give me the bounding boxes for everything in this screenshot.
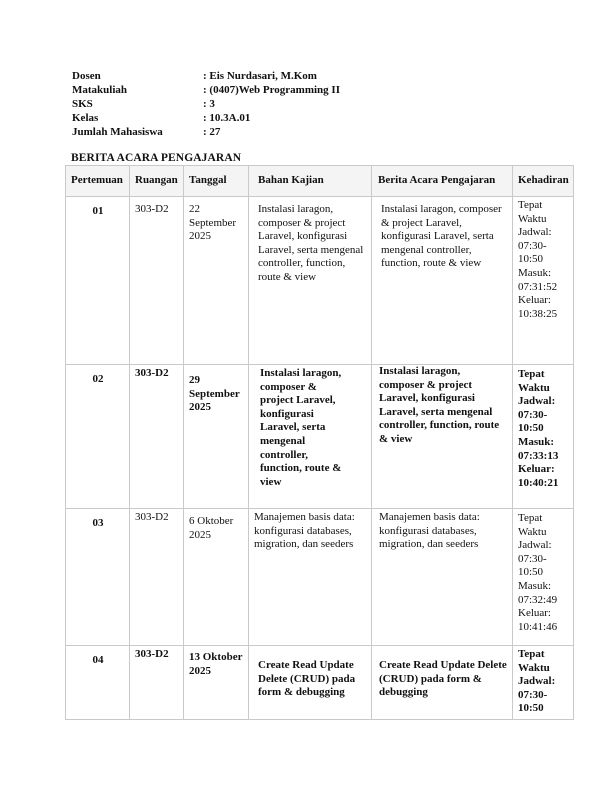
cell-pertemuan: 02 xyxy=(66,365,130,509)
cell-berita-acara: Manajemen basis data: konfigurasi databases, migration, dan seeders xyxy=(372,509,513,646)
course-info xyxy=(72,69,340,139)
info-label: SKS xyxy=(72,98,93,110)
cell-bahan-kajian: Manajemen basis data: konfigurasi databases, migration, dan seeders xyxy=(249,509,372,646)
cell-bahan-kajian: Instalasi laragon, composer & project Laravel, konfigurasi Laravel, serta mengenal controller, function, route & view xyxy=(249,197,372,365)
cell-kehadiran: Tepat Waktu Jadwal: 07:30- 10:50 Masuk: 07:33:13 Keluar: 10:40:21 xyxy=(513,365,574,509)
cell-berita-acara: Instalasi laragon, composer & project Laravel, konfigurasi Laravel, serta mengenal controller, function, route & view xyxy=(372,197,513,365)
table-row xyxy=(66,646,574,720)
cell-tanggal: 29 September 2025 xyxy=(184,365,249,509)
header-kehadiran: Kehadiran xyxy=(513,166,574,197)
table-header-row xyxy=(66,166,574,197)
table-row xyxy=(66,197,574,365)
info-value: : 10.3A.01 xyxy=(203,112,251,124)
cell-tanggal: 13 Oktober 2025 xyxy=(184,646,249,720)
cell-ruangan: 303-D2 xyxy=(130,509,184,646)
info-label: Matakuliah xyxy=(72,84,128,96)
cell-ruangan: 303-D2 xyxy=(130,365,184,509)
info-value: : 3 xyxy=(203,98,215,110)
cell-ruangan: 303-D2 xyxy=(130,197,184,365)
cell-tanggal: 22 September 2025 xyxy=(184,197,249,365)
info-label: Jumlah Mahasiswa xyxy=(72,126,163,138)
section-title: BERITA ACARA PENGAJARAN xyxy=(71,152,242,164)
cell-bahan-kajian: Create Read Update Delete (CRUD) pada form & debugging xyxy=(249,646,372,720)
header-bahan-kajian: Bahan Kajian xyxy=(249,166,372,197)
cell-berita-acara: Instalasi laragon, composer & project Laravel, konfigurasi Laravel, serta mengenal controller, function, route & view xyxy=(372,365,513,509)
info-label: Dosen xyxy=(72,70,101,82)
info-value: : 27 xyxy=(203,126,221,138)
header-tanggal: Tanggal xyxy=(184,166,249,197)
info-row-sks xyxy=(72,97,340,111)
info-label: Kelas xyxy=(72,112,99,124)
cell-tanggal: 6 Oktober 2025 xyxy=(184,509,249,646)
cell-ruangan: 303-D2 xyxy=(130,646,184,720)
header-pertemuan: Pertemuan xyxy=(66,166,130,197)
cell-pertemuan: 03 xyxy=(66,509,130,646)
cell-pertemuan: 01 xyxy=(66,197,130,365)
info-value: : Eis Nurdasari, M.Kom xyxy=(203,70,317,82)
cell-kehadiran: Tepat Waktu Jadwal: 07:30- 10:50 Masuk: 07:31:52 Keluar: 10:38:25 xyxy=(513,197,574,365)
cell-berita-acara: Create Read Update Delete (CRUD) pada form & debugging xyxy=(372,646,513,720)
info-value: : (0407)Web Programming II xyxy=(203,84,340,96)
header-ruangan: Ruangan xyxy=(130,166,184,197)
cell-pertemuan: 04 xyxy=(66,646,130,720)
header-berita-acara: Berita Acara Pengajaran xyxy=(372,166,513,197)
cell-kehadiran: Tepat Waktu Jadwal: 07:30- 10:50 Masuk: 07:32:49 Keluar: 10:41:46 xyxy=(513,509,574,646)
info-row-matakuliah xyxy=(72,83,340,97)
info-row-dosen xyxy=(72,69,340,83)
cell-bahan-kajian: Instalasi laragon, composer & project Laravel, konfigurasi Laravel, serta mengenal controller, function, route & view xyxy=(249,365,372,509)
cell-kehadiran: Tepat Waktu Jadwal: 07:30- 10:50 xyxy=(513,646,574,720)
info-row-jumlah-mahasiswa xyxy=(72,125,340,139)
table-row xyxy=(66,365,574,509)
teaching-record-table xyxy=(65,165,574,720)
info-row-kelas xyxy=(72,111,340,125)
table-row xyxy=(66,509,574,646)
